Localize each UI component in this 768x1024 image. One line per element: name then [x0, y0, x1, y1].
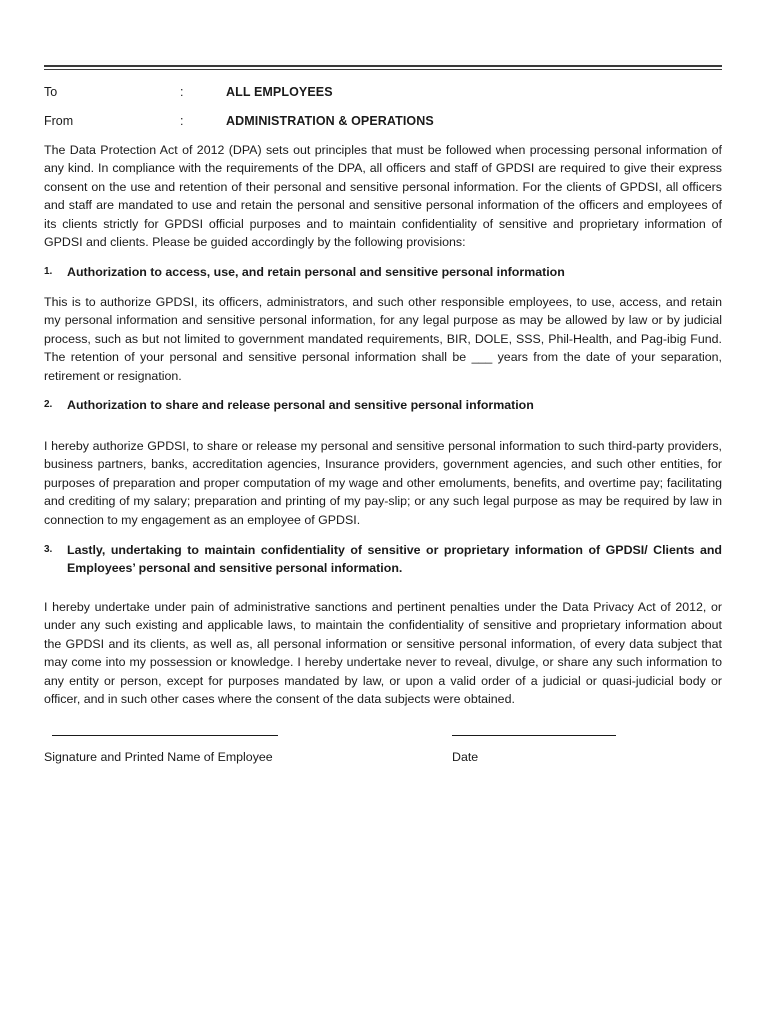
header-rule-top [44, 65, 722, 67]
from-value: ADMINISTRATION & OPERATIONS [226, 114, 434, 128]
date-label: Date [452, 750, 479, 764]
to-separator: : [180, 85, 184, 99]
date-signature-line [452, 735, 616, 736]
header-rule-bottom [44, 69, 722, 70]
section-2-number: 2. [44, 399, 53, 410]
from-separator: : [180, 114, 184, 128]
section-2-heading [44, 396, 722, 414]
to-value: ALL EMPLOYEES [226, 85, 333, 99]
section-1-title: Authorization to access, use, and retain personal and sensitive personal information [67, 265, 565, 279]
section-3-heading [44, 541, 722, 577]
section-3-title: Lastly, undertaking to maintain confidentiality of sensitive or proprietary information of GPDSI/ Clients and Employees’ personal and sensitive personal information. [67, 543, 722, 575]
section-1-body: This is to authorize GPDSI, its officers, administrators, and such other responsible employees, to use, access, and retain my personal information and sensitive personal information, for any legal purpose as may be allowed by law or by judicial process, such as but not limited to government mandated requirements, BIR, DOLE, SSS, Phil-Health, and Pag-ibig Fund. The retention of your personal and sensitive personal information shall be ___ years from the date of your separation, retirement or resignation. [44, 295, 722, 383]
intro-paragraph: The Data Protection Act of 2012 (DPA) sets out principles that must be followed when processing personal information of any kind. In compliance with the requirements of the DPA, all officers and staff of GPDSI are required to give their express consent on the use and retention of their personal and sensitive personal information. For the clients of GPDSI, all officers and staff are mandated to use and retain the personal and sensitive personal information of the officers and employees of its clients strictly for GPDSI official purposes and to maintain confidentiality of sensitive and proprietary information of GPDSI and clients. Please be guided accordingly by the following provisions: [44, 143, 722, 250]
from-label: From [44, 114, 74, 128]
to-label: To [44, 85, 58, 99]
section-1-heading [44, 263, 722, 281]
section-3-number: 3. [44, 544, 53, 555]
employee-signature-line [52, 735, 278, 736]
employee-signature-label: Signature and Printed Name of Employee [44, 750, 273, 764]
section-1-number: 1. [44, 266, 53, 277]
section-2-body: I hereby authorize GPDSI, to share or release my personal and sensitive personal information to such third-party providers, business partners, banks, accreditation agencies, Insurance providers, government agencies, and such other entities, for purposes of preparation and proper computation of my wage and other emoluments, benefits, and overtime pay; facilitating and crediting of my salary; preparation and printing of my pay-slip; or any such legal purpose as may be required by law in connection to my engagement as an employee of GPDSI. [44, 439, 722, 527]
section-3-body: I hereby undertake under pain of administrative sanctions and pertinent penalties under the Data Privacy Act of 2012, or under any such existing and applicable laws, to maintain the confidentiality of sensitive and proprietary information about the GPDSI and its clients, as well as, all personal information or sensitive personal information, of every data subject that may come into my possession or knowledge. I hereby undertake never to reveal, divulge, or share any such information to any entity or person, except for purposes mandated by law, or upon a valid order of a judicial or quasi-judicial body or officer, and in such other cases where the consent of the data subjects were obtained. [44, 600, 722, 707]
section-2-title: Authorization to share and release personal and sensitive personal information [67, 398, 534, 412]
